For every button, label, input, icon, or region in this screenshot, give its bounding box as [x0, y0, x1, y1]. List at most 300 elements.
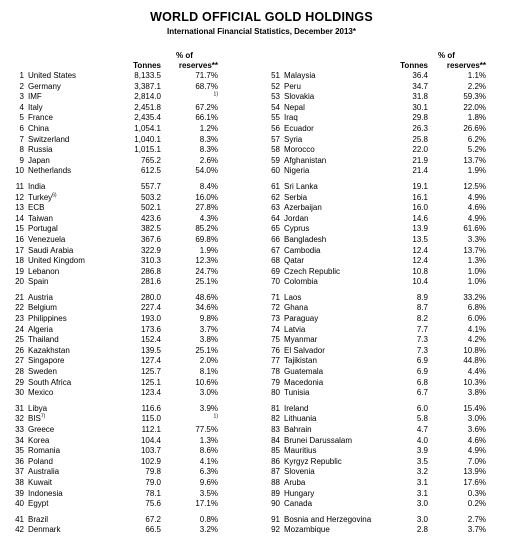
rank-cell: 34 [15, 435, 24, 445]
reserves-pct-cell: 4.1% [467, 324, 486, 334]
rank-cell: 92 [271, 525, 280, 535]
table-row [262, 103, 523, 114]
tonnes-cell: 103.7 [140, 446, 161, 456]
table-row [262, 425, 523, 436]
reserves-pct-cell: 12.5% [463, 181, 486, 191]
right-reserves-header: reserves** [446, 61, 486, 70]
table-row [0, 525, 262, 536]
country-name: Morocco [284, 145, 315, 155]
left-pct-header-top: % of [176, 51, 193, 60]
reserves-pct-cell: 12.3% [195, 256, 218, 266]
tonnes-cell: 14.6 [412, 213, 428, 223]
country-name: Poland [28, 456, 53, 466]
country-name: Serbia [284, 192, 308, 202]
country-name: Thailand [28, 335, 59, 345]
country-name: Philippines [28, 314, 67, 324]
table-row [262, 113, 523, 124]
rank-cell: 37 [15, 467, 24, 477]
rank-cell: 20 [15, 277, 24, 287]
tonnes-cell: 5.8 [416, 414, 428, 424]
tonnes-cell: 78.1 [145, 488, 161, 498]
reserves-pct-cell: 0.3% [467, 488, 486, 498]
tonnes-cell: 281.6 [140, 277, 161, 287]
country-name: Myanmar [284, 335, 318, 345]
country-name: Saudi Arabia [28, 245, 74, 255]
table-row [262, 256, 523, 267]
country-name: Nepal [284, 102, 305, 112]
tonnes-cell: 7.7 [416, 324, 428, 334]
reserves-pct-cell: 17.6% [463, 477, 486, 487]
tonnes-cell: 1,015.1 [134, 145, 161, 155]
tonnes-cell: 3.5 [416, 456, 428, 466]
rank-cell: 28 [15, 367, 24, 377]
tonnes-cell: 34.7 [412, 81, 428, 91]
table-row [0, 203, 262, 214]
table-row [262, 525, 523, 536]
country-name: Ireland [284, 403, 309, 413]
table-row [0, 246, 262, 257]
country-name: Brazil [28, 514, 49, 524]
tonnes-cell: 557.7 [140, 181, 161, 191]
country-name: France [28, 113, 53, 123]
tonnes-cell: 125.1 [140, 377, 161, 387]
rank-cell: 12 [15, 192, 24, 202]
tonnes-cell: 7.3 [416, 345, 428, 355]
country-name: United Kingdom [28, 256, 85, 266]
table-row [262, 499, 523, 510]
reserves-pct-cell: 8.4% [199, 181, 218, 191]
country-name: Peru [284, 81, 301, 91]
country-name: Cyprus [284, 224, 310, 234]
reserves-pct-cell: 16.0% [195, 192, 218, 202]
rank-cell: 66 [271, 234, 280, 244]
country-name: Lithuania [284, 414, 317, 424]
rank-cell: 77 [271, 356, 280, 366]
reserves-pct-cell: 3.3% [467, 234, 486, 244]
country-name: Taiwan [28, 213, 53, 223]
rank-cell: 71 [271, 292, 280, 302]
rank-cell: 82 [271, 414, 280, 424]
tonnes-cell: 367.6 [140, 234, 161, 244]
tonnes-cell: 2.8 [416, 525, 428, 535]
table-row [262, 92, 523, 103]
reserves-pct-cell: 2.7% [467, 514, 486, 524]
reserves-pct-cell: 0.2% [467, 499, 486, 509]
rank-cell: 9 [19, 155, 24, 165]
reserves-pct-cell: 2.0% [199, 356, 218, 366]
rank-cell: 41 [15, 514, 24, 524]
table-row [0, 277, 262, 288]
reserves-pct-cell: 15.4% [463, 403, 486, 413]
tonnes-cell: 29.8 [412, 113, 428, 123]
country-name: Turkey [28, 192, 53, 202]
reserves-pct-cell: 54.0% [195, 166, 218, 176]
country-name: Spain [28, 277, 49, 287]
rank-cell: 88 [271, 477, 280, 487]
rank-cell: 74 [271, 324, 280, 334]
tonnes-cell: 12.4 [412, 256, 428, 266]
reserves-pct-cell: 7.0% [467, 456, 486, 466]
tonnes-cell: 612.5 [140, 166, 161, 176]
rank-cell: 85 [271, 446, 280, 456]
table-row [0, 388, 262, 399]
country-name: Iraq [284, 113, 298, 123]
reserves-pct-cell: 3.5% [199, 488, 218, 498]
reserves-pct-cell: 4.9% [467, 192, 486, 202]
table-row [0, 193, 262, 204]
page-title: WORLD OFFICIAL GOLD HOLDINGS [150, 10, 373, 24]
rank-cell: 16 [15, 234, 24, 244]
rank-cell: 25 [15, 335, 24, 345]
country-name: Colombia [284, 277, 318, 287]
footnote-marker: 6) [52, 191, 57, 198]
rank-cell: 22 [15, 303, 24, 313]
reserves-pct-cell: 13.7% [463, 245, 486, 255]
right-tonnes-header: Tonnes [400, 61, 428, 70]
tonnes-cell: 382.5 [140, 224, 161, 234]
reserves-pct-cell: 3.8% [467, 388, 486, 398]
reserves-pct-cell: 0.8% [199, 514, 218, 524]
tonnes-cell: 125.7 [140, 367, 161, 377]
rank-cell: 3 [19, 92, 24, 102]
rank-cell: 14 [15, 213, 24, 223]
reserves-pct-cell: 3.0% [199, 388, 218, 398]
reserves-pct-cell: 2.2% [467, 81, 486, 91]
rank-cell: 6 [19, 123, 24, 133]
table-row [262, 224, 523, 235]
tonnes-cell: 115.0 [141, 414, 161, 424]
rank-cell: 63 [271, 203, 280, 213]
rank-cell: 89 [271, 488, 280, 498]
reserves-pct-cell: 1.8% [467, 113, 486, 123]
rank-cell: 69 [271, 266, 280, 276]
reserves-pct-cell: 69.8% [195, 234, 218, 244]
reserves-pct-cell: 4.3% [199, 213, 218, 223]
country-name: Kuwait [28, 477, 53, 487]
table-row [262, 277, 523, 288]
reserves-pct-cell: 68.7% [195, 81, 218, 91]
reserves-pct-cell: 1) [213, 413, 218, 420]
country-name: Cambodia [284, 245, 321, 255]
rank-cell: 35 [15, 446, 24, 456]
reserves-pct-cell: 2.6% [199, 155, 218, 165]
rank-cell: 87 [271, 467, 280, 477]
left-reserves-header: reserves** [178, 61, 218, 70]
country-name: Brunei Darussalam [284, 435, 353, 445]
table-row [262, 378, 523, 389]
reserves-pct-cell: 3.7% [467, 525, 486, 535]
table-row [262, 335, 523, 346]
reserves-pct-cell: 17.1% [195, 499, 218, 509]
rank-cell: 19 [15, 266, 24, 276]
tonnes-cell: 16.0 [412, 203, 428, 213]
reserves-pct-cell: 71.7% [195, 71, 218, 80]
country-name: Indonesia [28, 488, 63, 498]
rank-cell: 21 [15, 292, 24, 302]
table-row [262, 446, 523, 457]
country-name: Ecuador [284, 123, 314, 133]
tonnes-cell: 310.3 [140, 256, 161, 266]
country-name: BIS [28, 414, 41, 424]
rank-cell: 10 [15, 166, 24, 176]
country-name: Bahrain [284, 425, 312, 434]
rank-cell: 54 [271, 102, 280, 112]
table-row [262, 367, 523, 378]
table-row [262, 293, 523, 304]
country-name: Algeria [28, 324, 53, 334]
rank-cell: 70 [271, 277, 280, 287]
country-name: Paraguay [284, 314, 319, 324]
country-name: Switzerland [28, 134, 70, 144]
reserves-pct-cell: 1.3% [467, 256, 486, 266]
reserves-pct-cell: 6.0% [467, 314, 486, 324]
rank-cell: 83 [271, 425, 280, 434]
tonnes-cell: 67.2 [145, 514, 161, 524]
country-name: Japan [28, 155, 50, 165]
reserves-pct-cell: 48.6% [195, 292, 218, 302]
table-row [0, 182, 262, 193]
reserves-pct-cell: 8.3% [199, 145, 218, 155]
table-row [0, 166, 262, 177]
table-row [262, 214, 523, 225]
reserves-pct-cell: 25.1% [195, 277, 218, 287]
reserves-pct-cell: 8.1% [199, 367, 218, 377]
table-row [0, 71, 262, 82]
rank-cell: 52 [271, 81, 280, 91]
reserves-pct-cell: 1.9% [467, 166, 486, 176]
rank-cell: 40 [15, 499, 24, 509]
tonnes-cell: 1,040.1 [134, 134, 161, 144]
table-row [262, 193, 523, 204]
reserves-pct-cell: 34.6% [195, 303, 218, 313]
reserves-pct-cell: 10.8% [463, 345, 486, 355]
table-row [0, 82, 262, 93]
reserves-pct-cell: 27.8% [195, 203, 218, 213]
table-row [0, 414, 262, 425]
rank-cell: 67 [271, 245, 280, 255]
country-name: South Africa [28, 377, 72, 387]
tonnes-cell: 3.1 [416, 477, 428, 487]
country-name: Kyrgyz Republic [284, 456, 342, 466]
rank-cell: 27 [15, 356, 24, 366]
country-name: Portugal [28, 224, 58, 234]
tonnes-cell: 3.2 [416, 467, 428, 477]
country-name: Korea [28, 435, 50, 445]
tonnes-cell: 2,451.8 [134, 102, 161, 112]
tonnes-cell: 4.0 [416, 435, 428, 445]
rank-cell: 5 [19, 113, 24, 123]
table-row [0, 515, 262, 526]
rank-cell: 61 [271, 181, 280, 191]
country-name: Singapore [28, 356, 65, 366]
tonnes-cell: 6.0 [416, 403, 428, 413]
table-row [0, 235, 262, 246]
tonnes-cell: 79.8 [145, 467, 161, 477]
tonnes-cell: 3,387.1 [134, 81, 161, 91]
rank-cell: 57 [271, 134, 280, 144]
reserves-pct-cell: 1.0% [467, 266, 486, 276]
table-row [0, 346, 262, 357]
table-row [0, 224, 262, 235]
reserves-pct-cell: 3.6% [467, 425, 486, 434]
reserves-pct-cell: 9.8% [199, 314, 218, 324]
tonnes-cell: 6.7 [416, 388, 428, 398]
tonnes-cell: 765.2 [140, 155, 161, 165]
rank-cell: 76 [271, 345, 280, 355]
table-row [0, 325, 262, 336]
reserves-pct-cell: 26.6% [463, 123, 486, 133]
table-row [262, 314, 523, 325]
country-name: Syria [284, 134, 303, 144]
reserves-pct-cell: 61.6% [463, 224, 486, 234]
tonnes-cell: 6.8 [416, 377, 428, 387]
table-row [262, 515, 523, 526]
tonnes-cell: 66.5 [145, 525, 161, 535]
table-row [0, 303, 262, 314]
tonnes-cell: 8,133.5 [134, 71, 161, 80]
table-row [0, 425, 262, 436]
table-row [262, 436, 523, 447]
country-name: IMF [28, 92, 42, 102]
country-name: Belgium [28, 303, 57, 313]
tonnes-cell: 6.9 [416, 367, 428, 377]
tonnes-cell: 2,435.4 [134, 113, 161, 123]
reserves-pct-cell: 66.1% [195, 113, 218, 123]
reserves-pct-cell: 3.9% [199, 403, 218, 413]
country-name: Egypt [28, 499, 49, 509]
table-row [0, 135, 262, 146]
country-name: Libya [28, 403, 48, 413]
table-row [0, 367, 262, 378]
table-row [0, 457, 262, 468]
country-name: Ghana [284, 303, 309, 313]
rank-cell: 4 [19, 102, 24, 112]
rank-cell: 1 [19, 71, 24, 80]
reserves-pct-cell: 67.2% [195, 102, 218, 112]
tonnes-cell: 4.7 [416, 425, 428, 434]
rank-cell: 68 [271, 256, 280, 266]
rank-cell: 72 [271, 303, 280, 313]
tonnes-cell: 173.6 [140, 324, 161, 334]
table-row [0, 404, 262, 415]
tonnes-cell: 503.2 [140, 192, 161, 202]
reserves-pct-cell: 44.8% [463, 356, 486, 366]
rank-cell: 2 [19, 81, 24, 91]
rank-cell: 17 [15, 245, 24, 255]
reserves-pct-cell: 10.3% [463, 377, 486, 387]
tonnes-cell: 10.4 [412, 277, 428, 287]
table-row [262, 145, 523, 156]
rank-cell: 26 [15, 345, 24, 355]
country-name: Azerbaijan [284, 203, 322, 213]
tonnes-cell: 1,054.1 [134, 123, 161, 133]
tonnes-cell: 280.0 [140, 292, 161, 302]
tonnes-cell: 322.9 [140, 245, 161, 255]
table-row [262, 388, 523, 399]
reserves-pct-cell: 1.3% [199, 435, 218, 445]
country-name: Jordan [284, 213, 309, 223]
tonnes-cell: 104.4 [140, 435, 161, 445]
tonnes-cell: 2,814.0 [134, 92, 161, 102]
table-row [0, 267, 262, 278]
rank-cell: 84 [271, 435, 280, 445]
rank-cell: 56 [271, 123, 280, 133]
country-name: China [28, 123, 49, 133]
reserves-pct-cell: 22.0% [463, 102, 486, 112]
table-row [262, 203, 523, 214]
reserves-pct-cell: 6.2% [467, 134, 486, 144]
tonnes-cell: 13.9 [412, 224, 428, 234]
rank-cell: 90 [271, 499, 280, 509]
table-row [0, 124, 262, 135]
table-row [0, 214, 262, 225]
table-row [262, 124, 523, 135]
table-row [262, 467, 523, 478]
table-row [0, 156, 262, 167]
tonnes-cell: 30.1 [412, 102, 428, 112]
tonnes-cell: 25.8 [412, 134, 428, 144]
rank-cell: 24 [15, 324, 24, 334]
right-holdings-table [262, 71, 523, 536]
table-row [262, 182, 523, 193]
country-name: Russia [28, 145, 53, 155]
tonnes-cell: 31.8 [412, 92, 428, 102]
rank-cell: 53 [271, 92, 280, 102]
rank-cell: 32 [15, 414, 24, 424]
tonnes-cell: 3.9 [416, 446, 428, 456]
country-name: Malaysia [284, 71, 316, 80]
tonnes-cell: 286.8 [140, 266, 161, 276]
rank-cell: 81 [271, 403, 280, 413]
tonnes-cell: 152.4 [140, 335, 161, 345]
table-row [0, 489, 262, 500]
table-row [0, 467, 262, 478]
tonnes-cell: 127.4 [140, 356, 161, 366]
country-name: Hungary [284, 488, 315, 498]
table-row [0, 378, 262, 389]
tonnes-cell: 7.3 [416, 335, 428, 345]
rank-cell: 15 [15, 224, 24, 234]
tonnes-cell: 227.4 [140, 303, 161, 313]
rank-cell: 80 [271, 388, 280, 398]
table-row [262, 414, 523, 425]
rank-cell: 8 [19, 145, 24, 155]
country-name: Sri Lanka [284, 181, 318, 191]
tonnes-cell: 139.5 [140, 345, 161, 355]
tonnes-cell: 13.5 [412, 234, 428, 244]
tonnes-cell: 21.4 [412, 166, 428, 176]
rank-cell: 73 [271, 314, 280, 324]
reserves-pct-cell: 4.2% [467, 335, 486, 345]
rank-cell: 38 [15, 477, 24, 487]
right-pct-header-top: % of [438, 51, 455, 60]
tonnes-cell: 116.6 [141, 403, 161, 413]
tonnes-cell: 12.4 [412, 245, 428, 255]
table-row [0, 335, 262, 346]
tonnes-cell: 16.1 [412, 192, 428, 202]
table-row [262, 156, 523, 167]
tonnes-cell: 102.9 [140, 456, 161, 466]
country-name: Denmark [28, 525, 61, 535]
table-row [0, 103, 262, 114]
table-row [262, 135, 523, 146]
country-name: Laos [284, 292, 302, 302]
table-row [262, 356, 523, 367]
tonnes-cell: 21.9 [412, 155, 428, 165]
table-row [262, 325, 523, 336]
rank-cell: 60 [271, 166, 280, 176]
tonnes-cell: 423.6 [140, 213, 161, 223]
